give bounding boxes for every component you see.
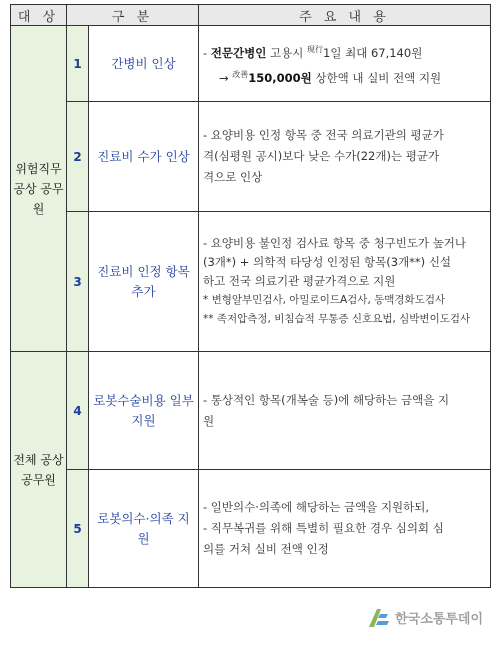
- table-row: [11, 102, 491, 212]
- row-content: [199, 352, 491, 470]
- row-content: [199, 26, 491, 102]
- arrow-icon: →: [219, 70, 233, 85]
- row-content: [199, 212, 491, 352]
- watermark-text: 한국소통투데이: [395, 612, 483, 627]
- row-number: 5: [67, 470, 89, 588]
- row-category: 로봇의수·의족 지원: [89, 470, 199, 588]
- content-line: - 요양비용 인정 항목 중 전국 의료기관의 평균가: [203, 128, 444, 142]
- row-category: 진료비 수가 인상: [89, 102, 199, 212]
- content-line: [219, 64, 486, 89]
- line-text: 1일 최대 67,140원: [323, 45, 423, 60]
- group-target-hazard: [11, 26, 67, 352]
- group-target-all: [11, 352, 67, 588]
- content-line: - 통상적인 항목(개복술 등)에 해당하는 금액을 지: [203, 392, 450, 407]
- line-bold: 150,000원: [248, 70, 312, 85]
- row-number: 2: [67, 102, 89, 212]
- header-category: 구 분: [67, 5, 199, 26]
- content-line: 격(심평원 공시)보다 낮은 수가(22개)는 평균가: [203, 149, 440, 163]
- row-category: 로봇수술비용 일부 지원: [89, 352, 199, 470]
- row-number: 1: [67, 26, 89, 102]
- row-content: [199, 470, 491, 588]
- line-sup: 改善: [232, 69, 249, 79]
- benefits-table: [10, 4, 491, 588]
- table-row: [11, 26, 491, 102]
- row-category: 간병비 인상: [89, 26, 199, 102]
- row-number: 4: [67, 352, 89, 470]
- table-row: [11, 212, 491, 352]
- content-line: 원: [203, 413, 215, 428]
- line-bold: 전문간병인: [210, 45, 267, 60]
- content-line: - 일반의수·의족에 해당하는 금액을 지원하되,: [203, 500, 430, 514]
- content-line: (3개*) + 의학적 타당성 인정된 항목(3개**) 신설: [203, 255, 452, 269]
- line-text: 상한액 내 실비 전액 지원: [311, 70, 442, 85]
- header-target: 대 상: [11, 5, 67, 26]
- line-sup: 現行: [307, 44, 323, 54]
- content-line: 하고 전국 의료기관 평균가격으로 지원: [203, 274, 396, 288]
- group-target-label: 위험직무 공상 공무원: [13, 161, 64, 216]
- row-category: 진료비 인정 항목 추가: [89, 212, 199, 352]
- logo-mark-icon: [369, 609, 389, 627]
- line-prefix: -: [203, 45, 211, 60]
- row-number: 3: [67, 212, 89, 352]
- row-content: [199, 102, 491, 212]
- header-content: 주 요 내 용: [199, 5, 491, 26]
- content-line: 격으로 인상: [203, 170, 263, 184]
- content-line: 의를 거쳐 실비 전액 인정: [203, 542, 329, 556]
- content-line: - 직무복귀를 위해 특별히 필요한 경우 심의회 심: [203, 521, 444, 535]
- content-note: * 변형알부민검사, 아밀로이드A검사, 동맥경화도검사: [203, 294, 446, 306]
- group-target-label: 전체 공상 공무원: [13, 452, 64, 487]
- line-text: 고용시: [266, 45, 307, 60]
- watermark: [369, 608, 483, 627]
- content-line: - 요양비용 불인정 검사료 항목 중 청구빈도가 높거나: [203, 236, 467, 250]
- content-line: [203, 39, 486, 64]
- content-note: ** 족저압측정, 비침습적 무통증 신호요법, 심박변이도검사: [203, 313, 471, 325]
- table-header-row: [11, 5, 491, 26]
- table-row: [11, 352, 491, 470]
- table-row: [11, 470, 491, 588]
